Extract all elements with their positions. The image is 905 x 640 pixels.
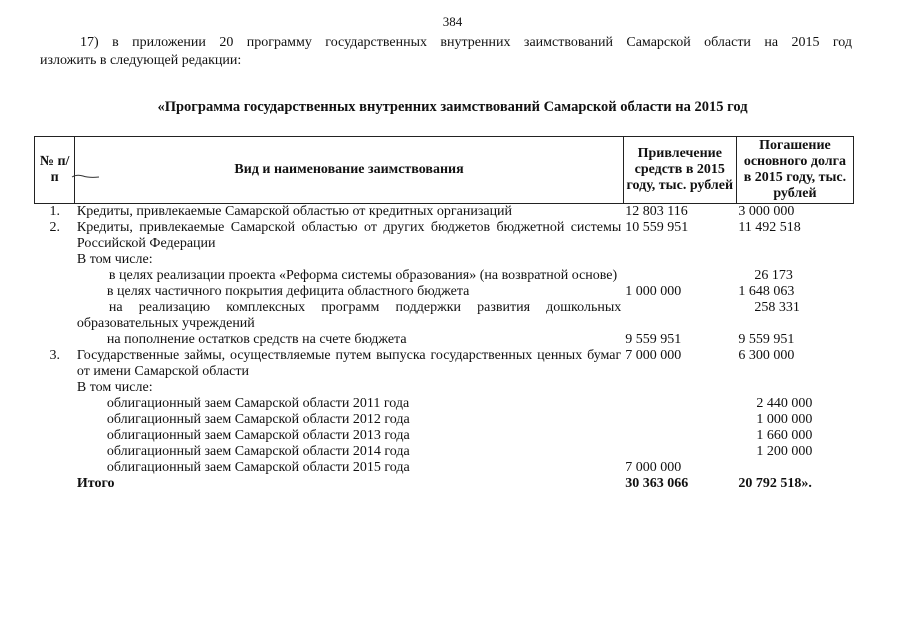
intro-line-1: 17) в приложении 20 программу государственных внутренних заимствований Самарской области на 2015 год	[80, 35, 852, 50]
table-row	[35, 284, 854, 300]
row-repayment: 258 331	[754, 300, 800, 315]
table-row	[35, 204, 854, 221]
row-name: В том числе:	[76, 380, 153, 395]
total-repayment: 20 792 518».	[738, 476, 812, 491]
row-repayment	[736, 460, 853, 476]
row-repayment: 11 492 518	[738, 220, 801, 235]
row-number	[35, 396, 75, 412]
pen-mark-icon	[71, 173, 101, 179]
table-row	[35, 300, 854, 332]
row-number	[35, 412, 75, 428]
table-row	[35, 332, 854, 348]
intro-line-2: изложить в следующей редакции:	[40, 53, 242, 68]
table-row	[35, 460, 854, 476]
row-name: в целях реализации проекта «Реформа системы образования» (на возвратной основе)	[108, 268, 618, 283]
row-attraction	[623, 300, 736, 332]
row-repayment: 6 300 000	[738, 348, 795, 363]
total-attraction: 30 363 066	[625, 476, 689, 491]
row-number	[35, 300, 75, 332]
row-name: на пополнение остатков средств на счете бюджета	[106, 332, 407, 347]
header-name: Вид и наименование заимствования	[75, 137, 623, 204]
row-repayment	[736, 380, 853, 396]
row-name: облигационный заем Самарской области 2012 года	[106, 412, 410, 427]
header-number-label: № п/п	[39, 154, 70, 185]
row-attraction: 9 559 951	[625, 332, 682, 347]
table-row	[35, 268, 854, 284]
row-attraction: 7 000 000	[625, 348, 682, 363]
row-attraction: 1 000 000	[625, 284, 682, 299]
row-attraction	[623, 252, 736, 268]
table-row	[35, 252, 854, 268]
table-row	[35, 348, 854, 380]
total-label: Итого	[76, 476, 115, 491]
row-name: облигационный заем Самарской области 2015 года	[106, 460, 410, 475]
table-row	[35, 428, 854, 444]
row-name: Кредиты, привлекаемые Самарской областью от других бюджетов бюджетной системы Российской Федерации	[76, 220, 622, 251]
row-number	[35, 268, 75, 284]
program-title: «Программа государственных внутренних заимствований Самарской области на 2015 год	[157, 99, 748, 115]
row-repayment: 3 000 000	[738, 204, 795, 219]
borrowing-program-table	[34, 136, 854, 492]
row-name: в целях частичного покрытия дефицита областного бюджета	[106, 284, 470, 299]
row-attraction	[623, 444, 736, 460]
row-number	[35, 332, 75, 348]
row-name: В том числе:	[76, 252, 153, 267]
row-repayment: 1 660 000	[756, 428, 813, 443]
table-row	[35, 412, 854, 428]
table-row	[35, 444, 854, 460]
total-row	[35, 476, 854, 492]
row-attraction	[623, 268, 736, 284]
row-number	[35, 444, 75, 460]
row-attraction	[623, 396, 736, 412]
table-header-row	[35, 137, 854, 204]
row-repayment	[736, 252, 853, 268]
row-number: 3.	[49, 348, 60, 363]
total-number	[35, 476, 75, 492]
row-number	[35, 428, 75, 444]
row-repayment: 1 200 000	[756, 444, 813, 459]
row-repayment: 1 648 063	[738, 284, 795, 299]
header-attraction: Привлечение средств в 2015 году, тыс. рублей	[623, 137, 736, 204]
header-repayment: Погашение основного долга в 2015 году, тыс. рублей	[736, 137, 853, 204]
intro-paragraph	[40, 34, 852, 70]
table-row	[35, 220, 854, 252]
row-repayment: 2 440 000	[756, 396, 813, 411]
row-attraction: 10 559 951	[625, 220, 689, 235]
row-number: 2.	[49, 220, 60, 235]
row-name: облигационный заем Самарской области 2014 года	[106, 444, 410, 459]
table-row	[35, 396, 854, 412]
table-row	[35, 380, 854, 396]
row-name: Кредиты, привлекаемые Самарской областью от кредитных организаций	[76, 204, 513, 219]
row-attraction	[623, 412, 736, 428]
row-attraction: 7 000 000	[625, 460, 682, 475]
row-number	[35, 380, 75, 396]
row-repayment: 9 559 951	[738, 332, 795, 347]
row-number: 1.	[49, 204, 60, 219]
row-name: Государственные займы, осуществляемые путем выпуска государственных ценных бумаг от имени Самарской области	[76, 348, 622, 379]
row-number	[35, 252, 75, 268]
row-name: на реализацию комплексных программ поддержки развития дошкольных образовательных учреждений	[76, 300, 622, 331]
page-number: 384	[442, 14, 463, 29]
row-attraction: 12 803 116	[625, 204, 688, 219]
row-attraction	[623, 428, 736, 444]
row-number	[35, 460, 75, 476]
row-attraction	[623, 380, 736, 396]
header-number	[35, 137, 75, 204]
row-repayment: 26 173	[754, 268, 793, 283]
row-name: облигационный заем Самарской области 2013 года	[106, 428, 410, 443]
row-number	[35, 284, 75, 300]
row-repayment: 1 000 000	[756, 412, 813, 427]
row-name: облигационный заем Самарской области 2011 года	[106, 396, 410, 411]
